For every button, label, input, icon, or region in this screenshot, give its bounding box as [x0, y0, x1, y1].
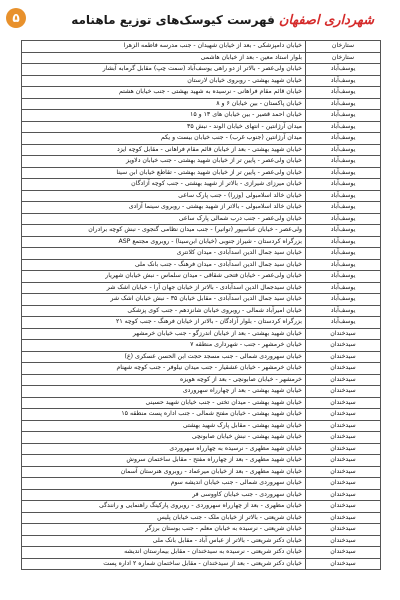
address-cell: خیابان خالد اسلامبولی - بالاتر از شهید بهشتی - روبروی سینما آزادی: [22, 202, 306, 214]
area-cell: یوسف‌آباد: [306, 179, 381, 191]
address-cell: خیابان دکتر شریعتی - بعد از سیدخندان - مقابل ساختمان شماره ۲ اداره پست: [22, 558, 306, 570]
area-cell: یوسف‌آباد: [306, 110, 381, 122]
table-row: [22, 420, 381, 432]
area-cell: سیدخندان: [306, 420, 381, 432]
address-cell: خیابان شهید بهشتی - مقابل پارک شهید بهشتی: [22, 420, 306, 432]
area-cell: سیدخندان: [306, 397, 381, 409]
address-cell: خیابان پاکستان - بین خیابان ۶ و ۸: [22, 98, 306, 110]
address-cell: خیابان مطهری - بعد از چهارراه سهروردی - روبروی پارکینگ راهنمایی و رانندگی: [22, 501, 306, 513]
address-cell: خیابان سهروردی شمالی - جنب خیابان اندیشه سوم: [22, 478, 306, 490]
table-row: [22, 397, 381, 409]
address-cell: خیابان ولی‌عصر - پایین تر از خیابان شهید بهشتی - تقاطع خیابان ابن سینا: [22, 167, 306, 179]
page-number-badge: ۵: [6, 8, 26, 28]
area-cell: یوسف‌آباد: [306, 213, 381, 225]
area-cell: یوسف‌آباد: [306, 87, 381, 99]
table-row: [22, 213, 381, 225]
address-cell: خیابان امیرآباد شمالی - روبروی خیابان شانزدهم - جنب کوی پزشکی: [22, 305, 306, 317]
table-row: [22, 75, 381, 87]
area-cell: یوسف‌آباد: [306, 317, 381, 329]
table-row: [22, 144, 381, 156]
area-cell: یوسف‌آباد: [306, 190, 381, 202]
address-cell: خیابان شریعتی - بالاتر از خیابان ملک - جنب خیابان پلیس: [22, 512, 306, 524]
area-cell: سیدخندان: [306, 501, 381, 513]
area-cell: یوسف‌آباد: [306, 121, 381, 133]
table-row: [22, 87, 381, 99]
table-row: [22, 340, 381, 352]
area-cell: سیدخندان: [306, 443, 381, 455]
address-cell: خیابان شهید بهشتی - نبش خیابان صابونچی: [22, 432, 306, 444]
address-cell: خیابان شهید بهشتی - بعد از خیابان اندرزگو - جنب خیابان خرمشهر: [22, 328, 306, 340]
table-row: [22, 52, 381, 64]
table-row: [22, 501, 381, 513]
address-cell: خیابان قائم مقام فراهانی - نرسیده به شهید بهشتی - جنب خیابان هشتم: [22, 87, 306, 99]
table-row: [22, 41, 381, 53]
address-cell: خیابان میرزای شیرازی - بالاتر از شهید بهشتی - جنب کوچه آزادگان: [22, 179, 306, 191]
address-cell: خیابان شهید مطهری - بعد از چهارراه مفتح - مقابل ساختمان سروش: [22, 455, 306, 467]
table-row: [22, 524, 381, 536]
area-cell: سیدخندان: [306, 535, 381, 547]
table-row: [22, 351, 381, 363]
table-row: [22, 259, 381, 271]
address-cell: بزرگراه کردستان - شیراز جنوبی (خیابان ابن‌سینا) - روبروی مجتمع ASP: [22, 236, 306, 248]
area-cell: یوسف‌آباد: [306, 236, 381, 248]
table-row: [22, 64, 381, 76]
address-cell: خیابان شهید بهشتی - میدان تختی - جنب خیابان شهید حسینی: [22, 397, 306, 409]
area-cell: سیدخندان: [306, 524, 381, 536]
address-cell: خرمشهر - خیابان صابونچی - بعد از کوچه هویزه: [22, 374, 306, 386]
table-row: [22, 202, 381, 214]
table-row: [22, 466, 381, 478]
area-cell: سیدخندان: [306, 466, 381, 478]
address-cell: ولی‌عصر - خیابان عباسپور (توانیر) - جنب میدان نظامی گنجوی - نبش کوچه برادران: [22, 225, 306, 237]
area-cell: سیدخندان: [306, 340, 381, 352]
title-block: [71, 10, 374, 30]
area-cell: سیدخندان: [306, 363, 381, 375]
address-cell: بلوار استاد معین - بعد از خیابان هاشمی: [22, 52, 306, 64]
address-cell: خیابان ولی‌عصر - پایین تر از خیابان شهید بهشتی - جنب خیابان دلاویز: [22, 156, 306, 168]
kiosk-table: [21, 40, 381, 570]
address-cell: خیابان شهید بهشتی - روبروی خیابان لارستان: [22, 75, 306, 87]
address-cell: خیابان خرمشهر - جنب - شهرداری منطقه ۷: [22, 340, 306, 352]
table-row: [22, 409, 381, 421]
address-cell: خیابان شریعتی - نرسیده به خیابان معلم - جنب بوستان برزگر: [22, 524, 306, 536]
address-cell: خیابان دکتر شریعتی - نرسیده به سیدخندان - مقابل بیمارستان اندیشه: [22, 547, 306, 559]
area-cell: یوسف‌آباد: [306, 156, 381, 168]
table-row: [22, 110, 381, 122]
address-cell: خیابان خرمشهر - خیابان عشقیار - جنب میدان نیلوفر - جنب کوچه شهنام: [22, 363, 306, 375]
address-cell: خیابان سهروردی - جنب خیابان کاووسی فر: [22, 489, 306, 501]
area-cell: یوسف‌آباد: [306, 144, 381, 156]
area-cell: ستارخان: [306, 52, 381, 64]
area-cell: یوسف‌آباد: [306, 259, 381, 271]
address-cell: خیابان دکتر شریعتی - بالاتر از عباس آباد - مقابل بانک ملی: [22, 535, 306, 547]
table-row: [22, 374, 381, 386]
address-cell: خیابان ولی‌عصر - جنب درب شمالی پارک ساعی: [22, 213, 306, 225]
table-row: [22, 190, 381, 202]
address-cell: خیابان سهروردی شمالی - جنب مسجد حجت ابن الحسن عسکری (ع): [22, 351, 306, 363]
address-cell: خیابان سید جمال الدین اسدآبادی - میدان فرهنگ - جنب بانک ملی: [22, 259, 306, 271]
table-row: [22, 98, 381, 110]
table-row: [22, 455, 381, 467]
table-row: [22, 443, 381, 455]
area-cell: یوسف‌آباد: [306, 225, 381, 237]
area-cell: سیدخندان: [306, 432, 381, 444]
page-title: فهرست کیوسک‌های توزیع ماهنامه: [71, 13, 275, 27]
table-row: [22, 121, 381, 133]
area-cell: یوسف‌آباد: [306, 248, 381, 260]
table-row: [22, 156, 381, 168]
area-cell: سیدخندان: [306, 558, 381, 570]
area-cell: یوسف‌آباد: [306, 75, 381, 87]
address-cell: خیابان شهید بهشتی - بعد از چهارراه سهروردی: [22, 386, 306, 398]
table-row: [22, 179, 381, 191]
address-cell: خیابان دامپزشکی - بعد از خیابان شهیدان - جنب مدرسه فاطمه الزهرا: [22, 41, 306, 53]
table-row: [22, 294, 381, 306]
area-cell: سیدخندان: [306, 328, 381, 340]
address-cell: خیابان شهید بهشتی - بعد از خیابان قائم مقام فراهانی - مقابل کوچه ایزد: [22, 144, 306, 156]
table-row: [22, 133, 381, 145]
page-header: [0, 0, 400, 30]
address-cell: خیابان سید جمال الدین اسدآبادی - میدان کلانتری: [22, 248, 306, 260]
table-row: [22, 512, 381, 524]
address-cell: خیابان احمد قصیر - بین خیابان های ۱۳ و ۱۵: [22, 110, 306, 122]
area-cell: یوسف‌آباد: [306, 64, 381, 76]
area-cell: یوسف‌آباد: [306, 271, 381, 283]
area-cell: سیدخندان: [306, 478, 381, 490]
address-cell: خیابان شهید مطهری - نرسیده به چهارراه سهروردی: [22, 443, 306, 455]
table-row: [22, 328, 381, 340]
address-cell: خیابان سید جمال الدین اسدآبادی - مقابل خیابان ۳۵ - نبش خیابان اشک شر: [22, 294, 306, 306]
table-row: [22, 248, 381, 260]
table-row: [22, 282, 381, 294]
address-cell: خیابان خالد اسلامبولی (وزرا) - جنب پارک ساعی: [22, 190, 306, 202]
address-cell: خیابان شهید بهشتی - خیابان مفتح شمالی - جنب اداره پست منطقه ۱۵: [22, 409, 306, 421]
table-row: [22, 535, 381, 547]
table-row: [22, 225, 381, 237]
table-row: [22, 271, 381, 283]
brand-logo-text: شهرداری اصفهان: [278, 12, 374, 28]
address-cell: خیابان ولی‌عصر - خیابان فتحی شقاقی - میدان سلماس - نبش خیابان شهریار: [22, 271, 306, 283]
table-row: [22, 363, 381, 375]
area-cell: یوسف‌آباد: [306, 282, 381, 294]
area-cell: یوسف‌آباد: [306, 133, 381, 145]
address-cell: میدان آرژانتین (جنوب غرب) - جنب خیابان بیست و یکم: [22, 133, 306, 145]
area-cell: سیدخندان: [306, 409, 381, 421]
area-cell: یوسف‌آباد: [306, 167, 381, 179]
table-row: [22, 167, 381, 179]
table-row: [22, 305, 381, 317]
area-cell: ستارخان: [306, 41, 381, 53]
area-cell: یوسف‌آباد: [306, 98, 381, 110]
area-cell: یوسف‌آباد: [306, 202, 381, 214]
address-cell: بزرگراه کردستان - بلوار آزادگان - بالاتر از خیابان فرهنگ - جنب کوچه ۲۱: [22, 317, 306, 329]
area-cell: سیدخندان: [306, 489, 381, 501]
address-cell: میدان آرژانتین - انتهای خیابان الوند - نبش ۳۵: [22, 121, 306, 133]
address-cell: خیابان ولی‌عصر - بالاتر از دو راهی یوسف‌آباد (سمت چپ) مقابل گرمابه آبشار: [22, 64, 306, 76]
table-row: [22, 547, 381, 559]
table-row: [22, 432, 381, 444]
address-cell: خیابان سیدجمال الدین اسدآبادی - بالاتر از خیابان جهان آرا - خیابان اشک شر: [22, 282, 306, 294]
table-row: [22, 386, 381, 398]
area-cell: یوسف‌آباد: [306, 294, 381, 306]
area-cell: سیدخندان: [306, 351, 381, 363]
area-cell: سیدخندان: [306, 455, 381, 467]
area-cell: یوسف‌آباد: [306, 305, 381, 317]
area-cell: سیدخندان: [306, 374, 381, 386]
table-row: [22, 236, 381, 248]
table-row: [22, 489, 381, 501]
address-cell: خیابان شهید مطهری - بعد از خیابان میرعماد - روبروی هنرستان آسمان: [22, 466, 306, 478]
area-cell: سیدخندان: [306, 386, 381, 398]
area-cell: سیدخندان: [306, 512, 381, 524]
area-cell: سیدخندان: [306, 547, 381, 559]
table-row: [22, 478, 381, 490]
table-row: [22, 317, 381, 329]
table-row: [22, 558, 381, 570]
